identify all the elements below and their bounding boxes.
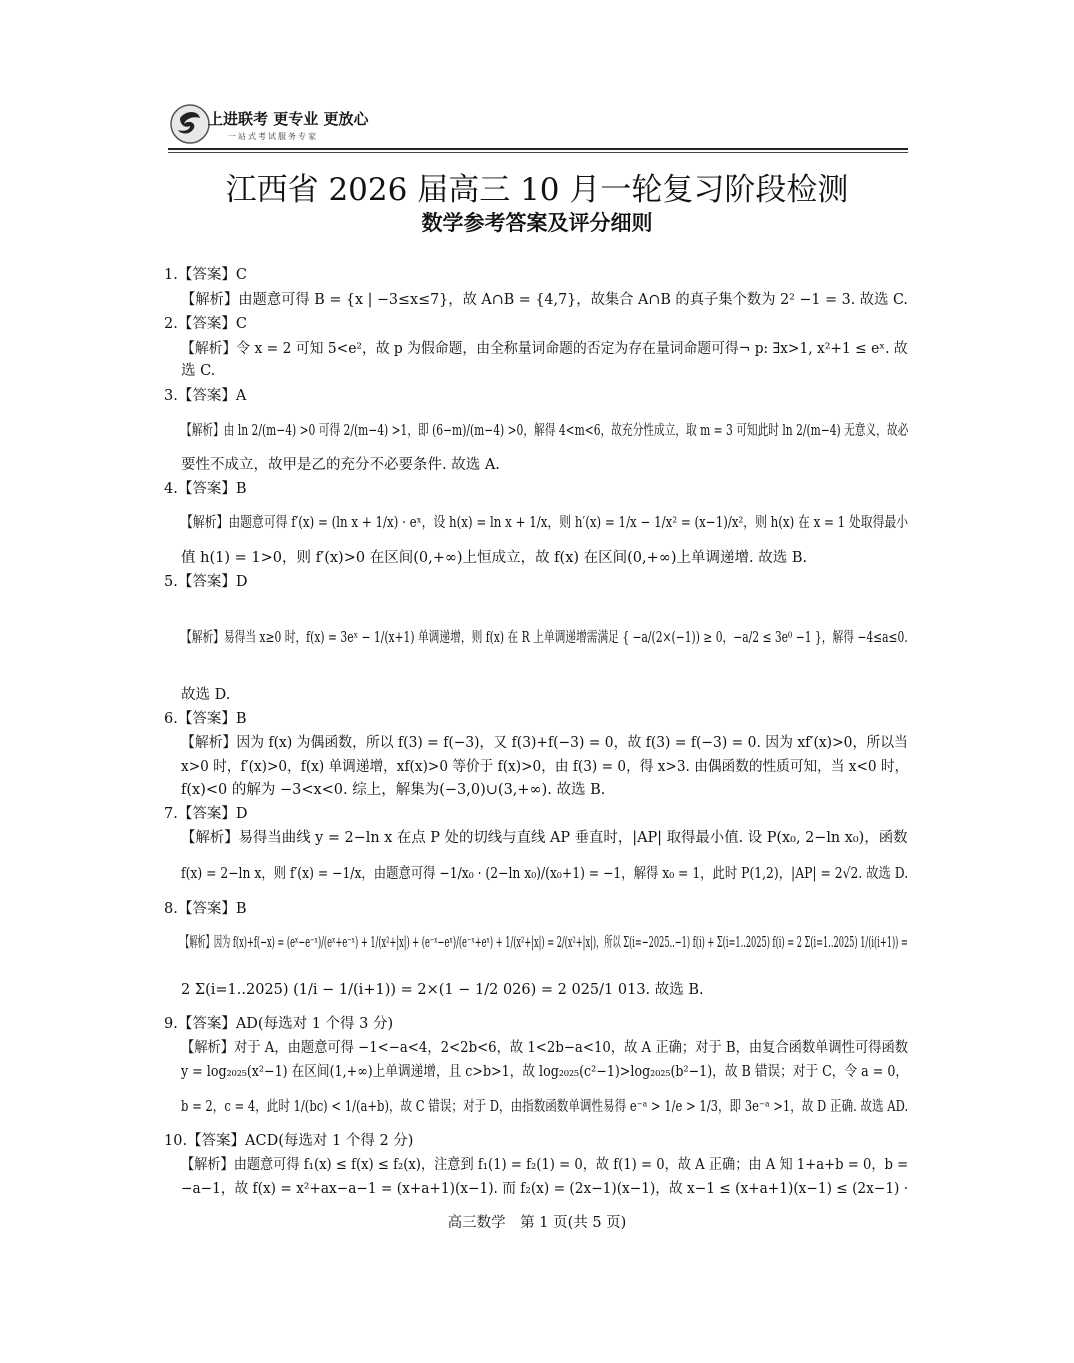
analysis-line: 值 h(1) = 1>0，则 f′(x)>0 在区间(0,+∞)上恒成立，故 f(x) 在区间(0,+∞)上单调递增. 故选 B.	[181, 550, 808, 566]
analysis-line: 【解析】对于 A，由题意可得 −1<−a<4，2<2b<6，故 1<2b−a<10，故 A 正确；对于 B，由复合函数单调性可得函数	[181, 1040, 908, 1056]
page-title: 江西省 2026 届高三 10 月一轮复习阶段检测	[225, 172, 849, 208]
answer-line: 2.【答案】C	[164, 316, 247, 332]
analysis-line: x>0 时，f′(x)>0，f(x) 单调递增，xf(x)>0 等价于 f(x)>0，由 f(3) = 0，得 x>3. 由偶函数的性质可知，当 x<0 时，	[181, 759, 909, 775]
analysis-line: 【解析】令 x = 2 可知 5<e²，故 p 为假命题，由全称量词命题的否定为存在量词命题可得¬ p: ∃x>1, x²+1 ≤ eˣ. 故	[181, 341, 908, 357]
page-footer: 高三数学 第 1 页(共 5 页)	[447, 1215, 627, 1231]
brand-slogan: 上进联考 更专业 更放心	[208, 110, 369, 128]
analysis-line: 要性不成立，故甲是乙的充分不必要条件. 故选 A.	[181, 457, 500, 473]
header-rule-thin	[168, 152, 908, 153]
answer-line: 1.【答案】C	[164, 267, 247, 283]
analysis-line: f(x) = 2−ln x，则 f′(x) = −1/x，由题意可得 −1/x₀ · (2−ln x₀)/(x₀+1) = −1，解得 x₀ = 1，此时 P(1,2)，|AP| = 2√2. 故选 D.	[181, 866, 909, 882]
analysis-line: 2 Σ(i=1..2025) (1/i − 1/(i+1)) = 2×(1 − 1/2 026) = 2 025/1 013. 故选 B.	[181, 982, 704, 998]
answer-line: 10.【答案】ACD(每选对 1 个得 2 分)	[164, 1133, 414, 1149]
analysis-line: y = log₂₀₂₅(x²−1) 在区间(1,+∞)上单调递增，且 c>b>1，故 log₂₀₂₅(c²−1)>log₂₀₂₅(b²−1)，故 B 错误；对于 C，令 a = 0，	[181, 1064, 909, 1080]
brand-subtitle: 一站式考试服务专家	[228, 132, 318, 141]
answer-line: 8.【答案】B	[164, 901, 247, 917]
answer-line: 6.【答案】B	[164, 711, 247, 727]
analysis-line: 选 C.	[181, 363, 216, 379]
header-rule	[168, 148, 908, 150]
answer-line: 9.【答案】AD(每选对 1 个得 3 分)	[164, 1016, 394, 1032]
analysis-line: 【解析】由题意可得 B = {x | −3≤x≤7}，故 A∩B = {4,7}，故集合 A∩B 的真子集个数为 2² −1 = 3. 故选 C.	[181, 292, 908, 308]
answer-line: 3.【答案】A	[164, 388, 247, 404]
analysis-line: −a−1，故 f(x) = x²+ax−a−1 = (x+a+1)(x−1). 而 f₂(x) = (2x−1)(x−1)，故 x−1 ≤ (x+a+1)(x−1) ≤ (2x−1) ·	[181, 1181, 909, 1197]
analysis-line: 【解析】由 ln 2/(m−4) >0 可得 2/(m−4) >1，即 (6−m)/(m−4) >0，解得 4<m<6，故充分性成立，取 m = 3 可知此时 ln 2/(m−4) 无意义，故必	[181, 423, 909, 439]
answer-line: 7.【答案】D	[164, 806, 248, 822]
logo-icon	[168, 102, 212, 146]
analysis-line: 【解析】易得当 x≥0 时，f(x) = 3eˣ − 1/(x+1) 单调递增，则 f(x) 在 R 上单调递增需满足 { −a/(2×(−1)) ≥ 0，−a/2 ≤ 3e⁰ −1 }，解得 −4≤a≤0.	[181, 630, 908, 646]
analysis-line: 【解析】由题意可得 f′(x) = (ln x + 1/x) · eˣ，设 h(x) = ln x + 1/x，则 h′(x) = 1/x − 1/x² = (x−1)/x²，则 h(x) 在 x = 1 处取得最小	[181, 515, 909, 531]
analysis-line: 【解析】易得当曲线 y = 2−ln x 在点 P 处的切线与直线 AP 垂直时，|AP| 取得最小值. 设 P(x₀, 2−ln x₀)，函数	[181, 830, 908, 846]
analysis-line: b = 2，c = 4，此时 1/(bc) < 1/(a+b)，故 C 错误；对于 D，由指数函数单调性易得 e⁻ᵃ > 1/e > 1/3，即 3e⁻ᵃ >1，故 D 正确. 故选 AD.	[181, 1099, 909, 1115]
analysis-line: 【解析】由题意可得 f₁(x) ≤ f(x) ≤ f₂(x)，注意到 f₁(1) = f₂(1) = 0，故 f(1) = 0，故 A 正确；由 A 知 1+a+b = 0，b =	[181, 1157, 909, 1173]
analysis-line: 故选 D.	[181, 687, 231, 703]
analysis-line: 【解析】因为 f(x)+f(−x) = (eˣ−e⁻ˣ)/(eˣ+e⁻ˣ) + 1/(x²+|x|) + (e⁻ˣ−eˣ)/(e⁻ˣ+eˣ) + 1/(x²+|x|) = 2/(x²+|x|)，所以 Σ(i=−2025..−1) f(i) + Σ(i=1..2025) f(i) = 2 Σ(i=1..2025) 1/(i(i+1)) =	[181, 935, 908, 951]
answer-line: 5.【答案】D	[164, 574, 248, 590]
page-subtitle: 数学参考答案及评分细则	[421, 211, 653, 235]
answer-line: 4.【答案】B	[164, 481, 247, 497]
analysis-line: 【解析】因为 f(x) 为偶函数，所以 f(3) = f(−3)，又 f(3)+f(−3) = 0，故 f(3) = f(−3) = 0. 因为 xf′(x)>0，所以当	[181, 735, 908, 751]
analysis-line: f(x)<0 的解为 −3<x<0. 综上，解集为(−3,0)∪(3,+∞). 故选 B.	[181, 782, 606, 798]
